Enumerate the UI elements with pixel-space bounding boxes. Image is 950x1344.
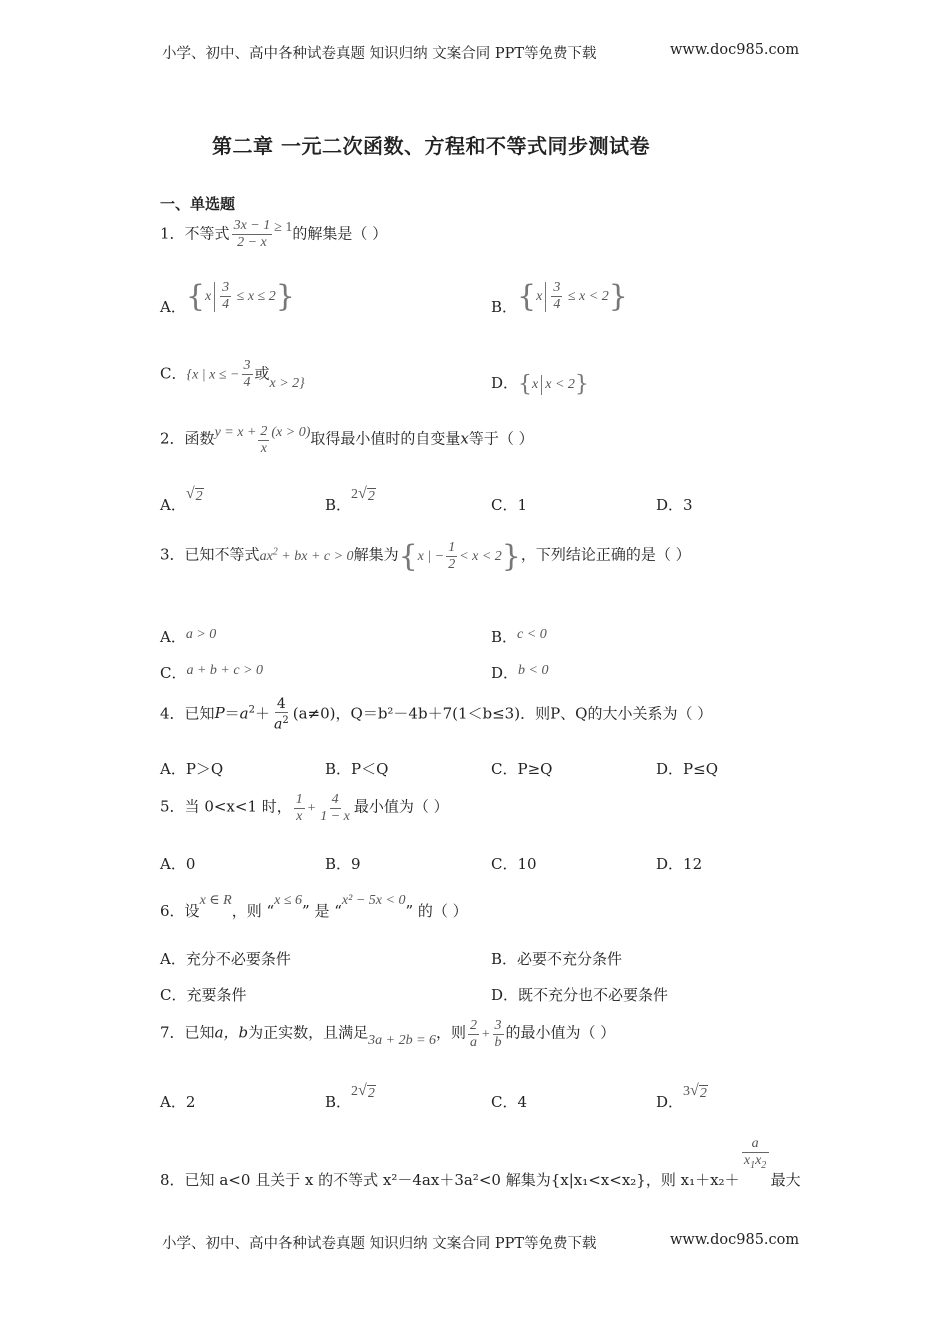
q7-option-d[interactable] — [656, 1079, 708, 1111]
q2-a-label: A． — [160, 496, 186, 514]
q3-mid: 解集为 — [353, 545, 399, 564]
q1-c-frac: $\frac{3}{4}$ — [243, 358, 251, 390]
q2-tail2: 等于（ ） — [468, 429, 534, 448]
q3-option-d[interactable] — [491, 662, 548, 683]
q2-b-coef: 2 — [351, 487, 359, 502]
footer-url: www.doc985.com — [670, 1232, 800, 1248]
q3-a-label: A． — [160, 628, 186, 646]
q5-tail: 最小值为（ ） — [353, 797, 449, 816]
q6-number: 6． — [160, 902, 185, 920]
q7-vars: a，b — [214, 1023, 249, 1042]
question-2 — [160, 424, 534, 457]
q5-option-d[interactable]: D．12 — [656, 855, 703, 873]
q5-option-c[interactable]: C．10 — [491, 855, 537, 873]
q6-option-a[interactable]: A．充分不必要条件 — [160, 950, 291, 968]
page-footer — [162, 1232, 597, 1253]
q3-option-a[interactable] — [160, 626, 216, 647]
q2-b-sqrt: √ 2 — [358, 485, 375, 504]
q6-option-d[interactable]: D．既不充分也不必要条件 — [491, 986, 669, 1004]
q6-text: 设 — [184, 902, 200, 920]
q7-then: ，则 — [436, 1023, 467, 1042]
q8-tail: 最大 — [770, 1170, 801, 1189]
q6-s1: ，则 “ — [231, 902, 275, 920]
q3-a-expr: a > 0 — [185, 627, 217, 642]
q3-option-b[interactable] — [491, 626, 547, 647]
q6-e3: x² − 5x < 0 — [341, 893, 406, 908]
q7-b-coef: 2 — [351, 1084, 359, 1099]
q2-var: x — [460, 429, 469, 448]
q5-number: 5． — [160, 797, 185, 816]
q3-option-c[interactable] — [160, 662, 263, 683]
q1-b-expr: {x $\frac{3}{4}$ ≤ x < 2} — [517, 278, 628, 314]
footer-text: 小学、初中、高中各种试卷真题 知识归纳 文案合同 PPT等免费下载 — [162, 1236, 597, 1252]
q4-option-b[interactable]: B．P＜Q — [325, 760, 389, 778]
q2-b-label: B． — [325, 496, 352, 514]
q5-expr: $\frac{1}{x}$ + $\frac{4}{1 - x}$ — [295, 792, 350, 824]
q1-number: 1． — [160, 224, 185, 243]
q7-text: 已知 — [184, 1023, 215, 1042]
q7-b-label: B． — [325, 1093, 352, 1111]
q4-q-expr: Q＝b²－4b＋7(1＜b≤3)．则 — [350, 704, 551, 723]
header-url: www.doc985.com — [670, 42, 800, 58]
q7-tail: 的最小值为（ ） — [505, 1023, 616, 1042]
q7-b-sqrt: √ 2 — [358, 1082, 375, 1101]
q2-option-a[interactable] — [160, 482, 204, 514]
q7-option-b[interactable] — [325, 1079, 376, 1111]
q7-option-a[interactable]: A．2 — [160, 1093, 196, 1111]
q3-set: {x | − $\frac{1}{2}$ < x < 2} — [398, 538, 521, 574]
q1-tail: 的解集是（ ） — [292, 224, 388, 243]
q8-frac: $\frac{a}{x_1x_2}$ — [742, 1136, 769, 1174]
q3-b-label: B． — [491, 628, 518, 646]
q1-frac-num: 3x − 1 — [233, 218, 271, 233]
q2-a-sqrt: √ 2 — [185, 485, 203, 504]
q3-number: 3． — [160, 545, 185, 564]
q8-text: 已知 a<0 且关于 x 的不等式 x²－4ax＋3a²<0 解集为{x|x₁<x<x₂}，则 x₁＋x₂＋ — [184, 1170, 740, 1189]
q1-a-expr: {x $\frac{3}{4}$ ≤ x ≤ 2} — [185, 278, 295, 314]
question-5 — [160, 792, 449, 825]
q7-expr: $\frac{2}{a}$ + $\frac{3}{b}$ — [470, 1018, 502, 1050]
q2-number: 2． — [160, 429, 185, 448]
page-header — [162, 42, 597, 63]
q7-eq: 3a + 2b = 6 — [368, 1032, 437, 1048]
question-3 — [160, 540, 691, 573]
q7-mid: 为正实数，且满足 — [248, 1023, 369, 1042]
q6-s2: ” 是 “ — [302, 902, 342, 920]
q1-frac-den: 2 − x — [237, 235, 267, 250]
q6-option-b[interactable]: B．必要不充分条件 — [491, 950, 623, 968]
q4-frac: $\frac{4}{a^2}$ — [274, 696, 289, 733]
q3-c-expr: a + b + c > 0 — [186, 663, 264, 678]
q7-option-c[interactable]: C．4 — [491, 1093, 528, 1111]
q3-ineq: $ax^2$ + bx + c > 0 — [259, 546, 354, 564]
q7-d-sqrt: √ 2 — [690, 1082, 707, 1101]
q1-c-post: x > 2} — [269, 375, 305, 391]
q1-d-expr: {x x < 2} — [518, 371, 589, 397]
q1-option-b[interactable] — [491, 278, 628, 316]
q6-s3: ” 的（ ） — [405, 902, 468, 920]
q1-relation: ≥ 1 — [274, 219, 293, 235]
q4-p-expr: P — [214, 704, 225, 723]
q2-option-d[interactable]: D．3 — [656, 496, 693, 514]
q4-number: 4． — [160, 704, 185, 723]
q4-option-a[interactable]: A．P＞Q — [160, 760, 224, 778]
q3-d-expr: b < 0 — [518, 663, 549, 678]
q5-option-a[interactable]: A．0 — [160, 855, 196, 873]
q4-option-d[interactable]: D．P≤Q — [656, 760, 718, 778]
q1-c-pre: {x | x ≤ − — [186, 367, 240, 383]
q8-number: 8． — [160, 1170, 185, 1189]
q1-option-a[interactable] — [160, 278, 295, 316]
q4-cond: (a≠0)， — [292, 704, 351, 723]
q6-e2: x ≤ 6 — [274, 893, 303, 908]
q5-text: 当 0<x<1 时， — [184, 797, 292, 816]
q2-expr: y = x + $\frac{2}{x}$ (x > 0) — [214, 424, 311, 456]
q1-b-label: B． — [491, 297, 518, 316]
q4-text: 已知 — [184, 704, 215, 723]
page-title: 第二章 一元二次函数、方程和不等式同步测试卷 — [212, 134, 650, 158]
question-6 — [160, 888, 468, 920]
q1-fraction — [232, 218, 273, 251]
q2-tail: 取得最小值时的自变量 — [310, 429, 461, 448]
q6-option-c[interactable]: C．充要条件 — [160, 986, 247, 1004]
q1-d-label: D． — [491, 374, 519, 392]
q4-tail: P、Q的大小关系为（ ） — [550, 704, 713, 723]
q2-option-c[interactable]: C．1 — [491, 496, 528, 514]
q7-d-label: D． — [656, 1093, 684, 1111]
q1-c-label: C． — [160, 364, 187, 383]
q3-text: 已知不等式 — [184, 545, 260, 564]
q7-d-coef: 3 — [683, 1084, 691, 1099]
q2-text: 函数 — [184, 429, 215, 448]
q3-b-expr: c < 0 — [517, 627, 547, 642]
q3-tail: ，下列结论正确的是（ ） — [520, 545, 691, 564]
header-text: 小学、初中、高中各种试卷真题 知识归纳 文案合同 PPT等免费下载 — [162, 46, 597, 62]
q1-a-label: A． — [160, 297, 186, 316]
question-1 — [160, 218, 387, 251]
q4-option-c[interactable]: C．P≥Q — [491, 760, 553, 778]
question-4: 4．已知$P=a^2+$ $\frac{4}{a^2}$ (a≠0)，Q＝b²－4b＋7(1＜b≤3)．则P、Q的大小关系为（ ） — [160, 696, 713, 733]
q1-c-or: 或 — [254, 364, 270, 383]
question-8 — [160, 1136, 801, 1189]
q1-text: 不等式 — [184, 224, 230, 243]
question-7 — [160, 1018, 615, 1051]
q2-option-b[interactable] — [325, 482, 376, 514]
section-heading: 一、单选题 — [160, 195, 236, 213]
q1-option-c[interactable] — [160, 358, 305, 391]
q5-option-b[interactable]: B．9 — [325, 855, 361, 873]
q7-number: 7． — [160, 1023, 185, 1042]
q3-d-label: D． — [491, 664, 519, 682]
q6-e1: x ∈ R — [199, 893, 232, 908]
q1-option-d[interactable] — [491, 372, 589, 396]
q3-c-label: C． — [160, 664, 187, 682]
